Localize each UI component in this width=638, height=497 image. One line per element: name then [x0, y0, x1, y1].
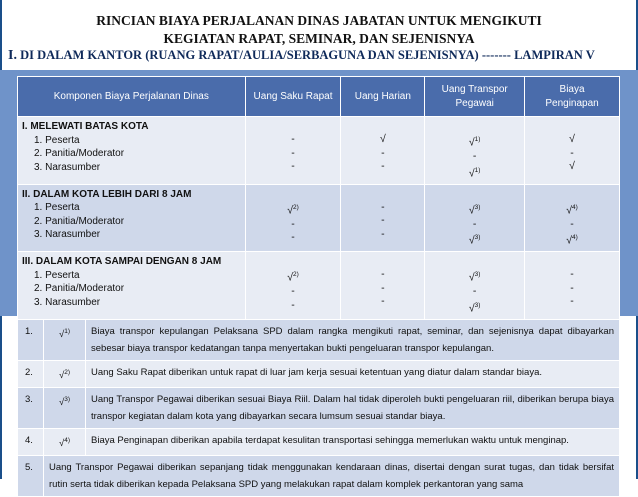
header-komponen: Komponen Biaya Perjalanan Dinas [18, 77, 246, 117]
component-cell [18, 184, 246, 252]
note-mark [44, 361, 86, 388]
mark-saku [250, 147, 337, 161]
title-line-1: RINCIAN BIAYA PERJALANAN DINAS JABATAN UNTUK MENGIKUTI [96, 13, 542, 28]
note-number: 4. [18, 429, 44, 456]
mark-harian [345, 295, 420, 309]
check-icon: √ [566, 234, 573, 247]
check-icon: √ [468, 204, 475, 216]
group-label: III. DALAM KOTA SAMPAI DENGAN 8 JAM [22, 256, 222, 267]
check-icon: √ [287, 204, 294, 216]
component-cell [18, 117, 246, 185]
check-icon: √ [59, 329, 65, 341]
table-row [18, 184, 620, 252]
dash-mark: - [381, 214, 385, 226]
cell-penginapan [525, 252, 620, 320]
check-icon: √ [59, 438, 65, 450]
component-item: 2. Panitia/Moderator [34, 283, 125, 294]
group-label: II. DALAM KOTA LEBIH DARI 8 JAM [22, 188, 192, 200]
cell-harian [341, 184, 425, 252]
mark-transpor [429, 285, 520, 299]
cell-harian [341, 117, 425, 185]
dash-mark: - [472, 217, 477, 230]
footnote-ref: 2) [293, 271, 299, 278]
component-item: 3. Narasumber [34, 296, 101, 308]
cell-harian [341, 252, 425, 320]
check-icon: √ [379, 133, 386, 145]
cell-transpor [425, 252, 525, 320]
mark-penginapan [529, 231, 615, 248]
dash-mark: - [291, 160, 295, 172]
note-number: 1. [18, 320, 44, 361]
note-mark [44, 388, 86, 429]
mark-transpor [429, 164, 520, 181]
check-icon: √ [566, 204, 573, 216]
header-biaya-penginapan [525, 77, 620, 117]
dash-mark: - [291, 285, 295, 297]
dash-mark: - [381, 281, 385, 294]
mark-penginapan [529, 218, 615, 232]
dash-mark: - [381, 146, 385, 159]
note-text: Biaya transpor kepulangan Pelaksana SPD dalam rangka mengikuti rapat, seminar, dan sejenisnya dapat dibayarkan sebesar biaya transpor kedatangan tanpa menyertakan bukti pengeluaran transpor kepulangan. [86, 320, 620, 361]
note-text: Uang Transpor Pegawai diberikan sepanjang tidak menggunakan kendaraan dinas, disertai dengan surat tugas, dan tidak bersifat rutin serta tidak diberikan kepada Pelaksana SPD yang melakukan rapat dalam komplek perkantoran yang sama [44, 456, 620, 497]
footnote-ref: 1) [474, 136, 481, 143]
mark-saku [250, 285, 337, 299]
dash-mark: - [381, 200, 385, 213]
mark-harian [345, 228, 420, 242]
dash-mark: - [291, 298, 295, 311]
mark-transpor [429, 150, 520, 164]
title-line-2: KEGIATAN RAPAT, SEMINAR, DAN SEJENISNYA [163, 31, 475, 46]
dash-mark: - [570, 295, 574, 307]
component-item: 3. Narasumber [34, 229, 101, 240]
subtitle-text: DI DALAM KANTOR (RUANG RAPAT/AULIA/SERBAGUNA DAN SEJENISNYA) [20, 48, 479, 62]
component-item: 2. Panitia/Moderator [34, 215, 125, 227]
mark-transpor [429, 218, 520, 232]
mark-transpor [429, 268, 520, 285]
check-icon: √ [468, 271, 475, 284]
component-cell [18, 252, 246, 320]
check-icon: √ [569, 133, 575, 145]
table-row [18, 117, 620, 185]
mark-transpor [429, 231, 520, 248]
note-number: 3. [18, 388, 44, 429]
dash-mark: - [291, 231, 295, 243]
dash-mark: - [472, 285, 477, 297]
cell-saku [245, 184, 341, 252]
dash-mark: - [472, 150, 477, 162]
mark-saku [250, 160, 337, 174]
footnote-ref: 2) [293, 203, 299, 211]
mark-harian [345, 214, 420, 228]
check-icon: √ [59, 370, 65, 382]
mark-penginapan [529, 160, 615, 174]
check-icon: √ [468, 167, 475, 179]
dash-mark: - [381, 268, 385, 280]
note-text: Biaya Penginapan diberikan apabila terdapat kesulitan transportasi sehingga memerlukan waktu untuk menginap. [86, 429, 620, 456]
mark-penginapan [529, 201, 615, 218]
mark-saku [250, 201, 337, 218]
header-transpor-line2: Pegawai [455, 97, 494, 109]
note-number: 2. [18, 361, 44, 388]
header-transpor-line1: Uang Transpor [441, 83, 508, 95]
mark-saku [250, 133, 337, 147]
mark-penginapan [529, 147, 615, 161]
dash-mark: - [570, 281, 574, 294]
component-item: 3. Narasumber [34, 161, 101, 173]
subtitle-prefix: I. [8, 48, 17, 63]
footnote-ref: 3) [474, 301, 481, 309]
mark-saku [250, 299, 337, 313]
dash-mark: - [570, 268, 574, 280]
mark-saku [250, 218, 337, 232]
mark-saku [250, 268, 337, 285]
table-header-row [18, 77, 620, 117]
mark-harian [345, 282, 420, 296]
component-item: 1. Peserta [34, 202, 80, 213]
dash-mark: - [291, 133, 295, 145]
footnote-ref: 4) [64, 437, 70, 445]
mark-saku [250, 231, 337, 245]
dash-mark: - [291, 146, 295, 159]
footnote-ref: 2) [64, 369, 70, 376]
footnote-ref: 3) [474, 203, 481, 211]
mark-penginapan [529, 133, 615, 147]
mark-transpor [429, 201, 520, 218]
header-penginapan-line1: Biaya [559, 83, 585, 95]
subtitle-suffix: ------- LAMPIRAN V [481, 48, 595, 62]
table-row [18, 252, 620, 320]
header-uang-transpor [425, 77, 525, 117]
dash-mark: - [291, 217, 295, 230]
footnote-ref: 4) [572, 203, 578, 211]
cell-saku [245, 117, 341, 185]
note-text: Uang Saku Rapat diberikan untuk rapat di luar jam kerja sesuai ketentuan yang diatur dalam standar biaya. [86, 361, 620, 388]
page-title [0, 12, 638, 48]
note-row [18, 456, 620, 497]
check-icon: √ [287, 271, 294, 284]
cell-penginapan [525, 117, 620, 185]
group-label: I. MELEWATI BATAS KOTA [22, 121, 149, 132]
note-mark [44, 429, 86, 456]
footnote-ref: 4) [572, 234, 578, 241]
component-item: 1. Peserta [34, 269, 80, 281]
notes-table [17, 319, 620, 497]
mark-harian [345, 133, 420, 147]
header-uang-saku: Uang Saku Rapat [245, 77, 341, 117]
cell-penginapan [525, 184, 620, 252]
mark-penginapan [529, 295, 615, 309]
mark-penginapan [529, 268, 615, 282]
note-row [18, 388, 620, 429]
note-text: Uang Transpor Pegawai diberikan sesuai Biaya Riil. Dalam hal tidak diperoleh bukti pengeluaran riil, diberikan berupa biaya transpor kegiatan dalam kota yang dibayarkan secara lumsum sesuai standar biaya. [86, 388, 620, 429]
check-icon: √ [468, 302, 475, 314]
cell-transpor [425, 117, 525, 185]
dash-mark: - [570, 146, 574, 159]
component-item: 1. Peserta [34, 134, 80, 146]
mark-harian [345, 147, 420, 161]
dash-mark: - [381, 295, 385, 307]
check-icon: √ [569, 160, 575, 172]
footnote-ref: 3) [474, 234, 481, 241]
cost-table [17, 76, 620, 320]
note-row [18, 361, 620, 388]
note-mark [44, 320, 86, 361]
note-row [18, 429, 620, 456]
footnote-ref: 3) [64, 396, 70, 404]
note-number: 5. [18, 456, 44, 497]
dash-mark: - [381, 160, 385, 172]
note-row [18, 320, 620, 361]
check-icon: √ [468, 234, 475, 247]
mark-harian [345, 268, 420, 282]
header-penginapan-line2: Penginapan [545, 97, 599, 109]
cell-saku [245, 252, 341, 320]
header-uang-harian: Uang Harian [341, 77, 425, 117]
mark-transpor [429, 299, 520, 316]
section-subtitle [8, 48, 634, 64]
component-item: 2. Panitia/Moderator [34, 148, 125, 159]
footnote-ref: 1) [64, 328, 70, 335]
mark-harian [345, 201, 420, 215]
dash-mark: - [381, 227, 385, 240]
footnote-ref: 1) [474, 166, 481, 174]
check-icon: √ [59, 397, 65, 409]
mark-transpor [429, 133, 520, 150]
mark-harian [345, 160, 420, 174]
mark-penginapan [529, 282, 615, 296]
check-icon: √ [468, 136, 475, 149]
dash-mark: - [570, 217, 574, 230]
cell-transpor [425, 184, 525, 252]
footnote-ref: 3) [474, 271, 481, 278]
